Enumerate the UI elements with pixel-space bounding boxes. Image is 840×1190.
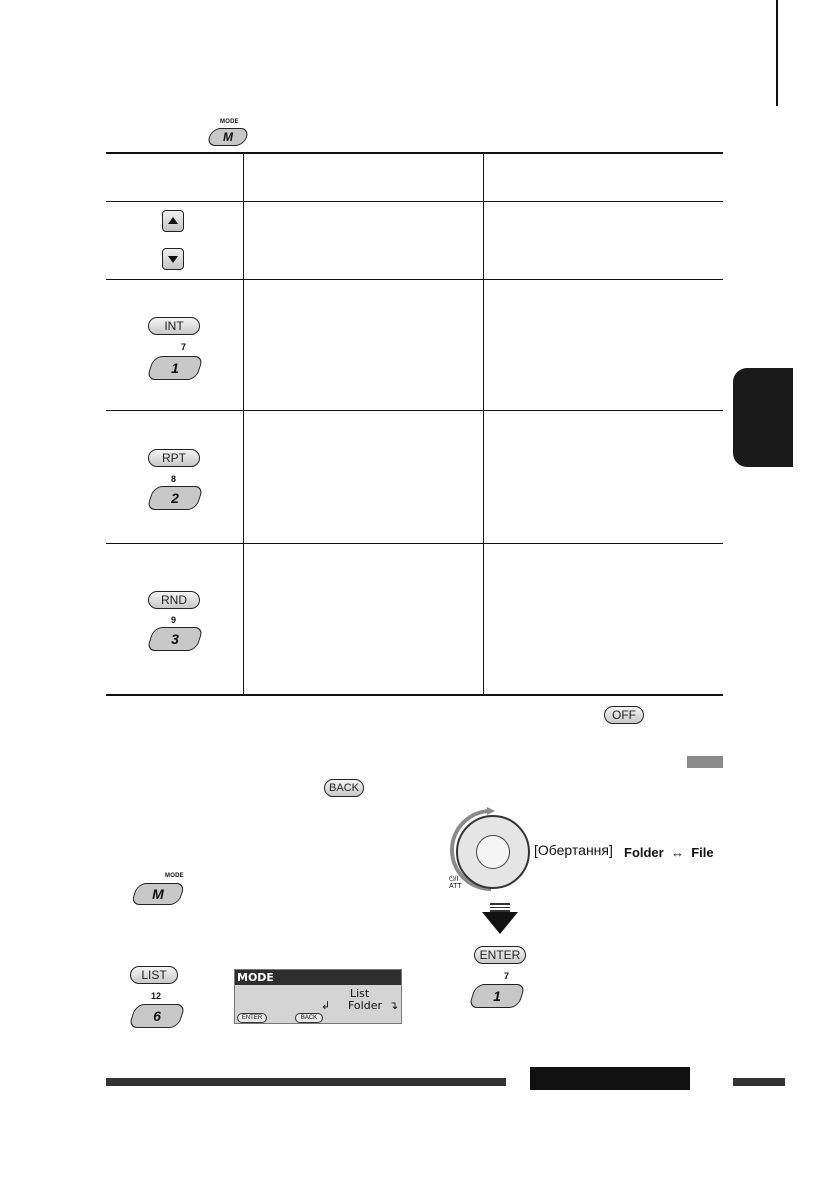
off-button[interactable]: OFF [604,706,644,724]
mode-button-label: M [223,130,233,144]
table-row-rule [106,279,723,280]
back-button[interactable]: BACK [324,779,364,797]
file-label: File [691,845,714,860]
display-header: MODE [235,970,401,985]
control-dial-center[interactable] [476,835,510,869]
number-key-label: 3 [171,631,179,647]
rnd-button[interactable]: RND [148,591,200,609]
up-button[interactable] [162,210,184,232]
table-bottom-rule [106,694,723,696]
key-number-label: 7 [504,971,510,981]
power-att-label [449,876,462,890]
number-key-1[interactable] [146,356,204,380]
number-key-1[interactable] [468,984,526,1008]
rpt-button[interactable]: RPT [148,449,200,467]
table-row-rule [106,410,723,411]
mode-button[interactable] [130,883,185,905]
mode-button-label: M [152,886,164,902]
mode-small-label: MODE [165,873,184,879]
step-down-arrow-icon [482,912,518,934]
table-column-divider [483,152,484,695]
key-number-label: 9 [171,615,177,625]
up-arrow-icon [168,217,178,224]
int-button[interactable]: INT [148,317,200,335]
down-button[interactable] [162,248,184,270]
key-number-label: 7 [181,342,187,352]
rotate-label: [Обертання] [534,842,613,858]
enter-button[interactable]: ENTER [474,946,526,964]
down-arrow-icon [168,256,178,263]
footer-bar-right [733,1078,785,1086]
top-right-rule [776,0,778,106]
mode-small-label: MODE [220,119,239,125]
mode-button[interactable] [206,128,250,146]
display-enter-label: ENTER [237,1013,267,1023]
language-side-tab [733,368,793,467]
power-label: ⏻/I [449,876,459,883]
key-number-label: 12 [151,991,162,1001]
folder-file-label [624,845,714,860]
display-line-list: List [350,987,370,1000]
footer-bar-center [530,1067,690,1090]
list-button[interactable]: LIST [130,966,178,984]
down-return-arrow-icon: ↴ [389,1000,399,1012]
number-key-label: 1 [171,360,179,376]
table-header-rule [106,201,723,202]
section-marker [687,756,723,768]
display-screen [234,969,402,1024]
table-row-rule [106,543,723,544]
number-key-label: 1 [493,988,501,1004]
att-label: ATT [449,883,462,890]
number-key-label: 2 [171,490,179,506]
display-line-folder: Folder [348,999,382,1012]
folder-label: Folder [624,845,664,860]
enter-arrow-icon: ↲ [321,1000,331,1012]
number-key-3[interactable] [146,627,204,651]
number-key-6[interactable] [128,1004,186,1028]
table-top-rule [106,152,723,154]
key-number-label: 8 [171,474,177,484]
number-key-2[interactable] [146,486,204,510]
footer-bar-left [106,1078,506,1086]
number-key-label: 6 [153,1008,161,1024]
table-column-divider [243,152,244,695]
display-back-label: BACK [295,1013,323,1023]
double-arrow-icon: ↔ [667,845,688,860]
